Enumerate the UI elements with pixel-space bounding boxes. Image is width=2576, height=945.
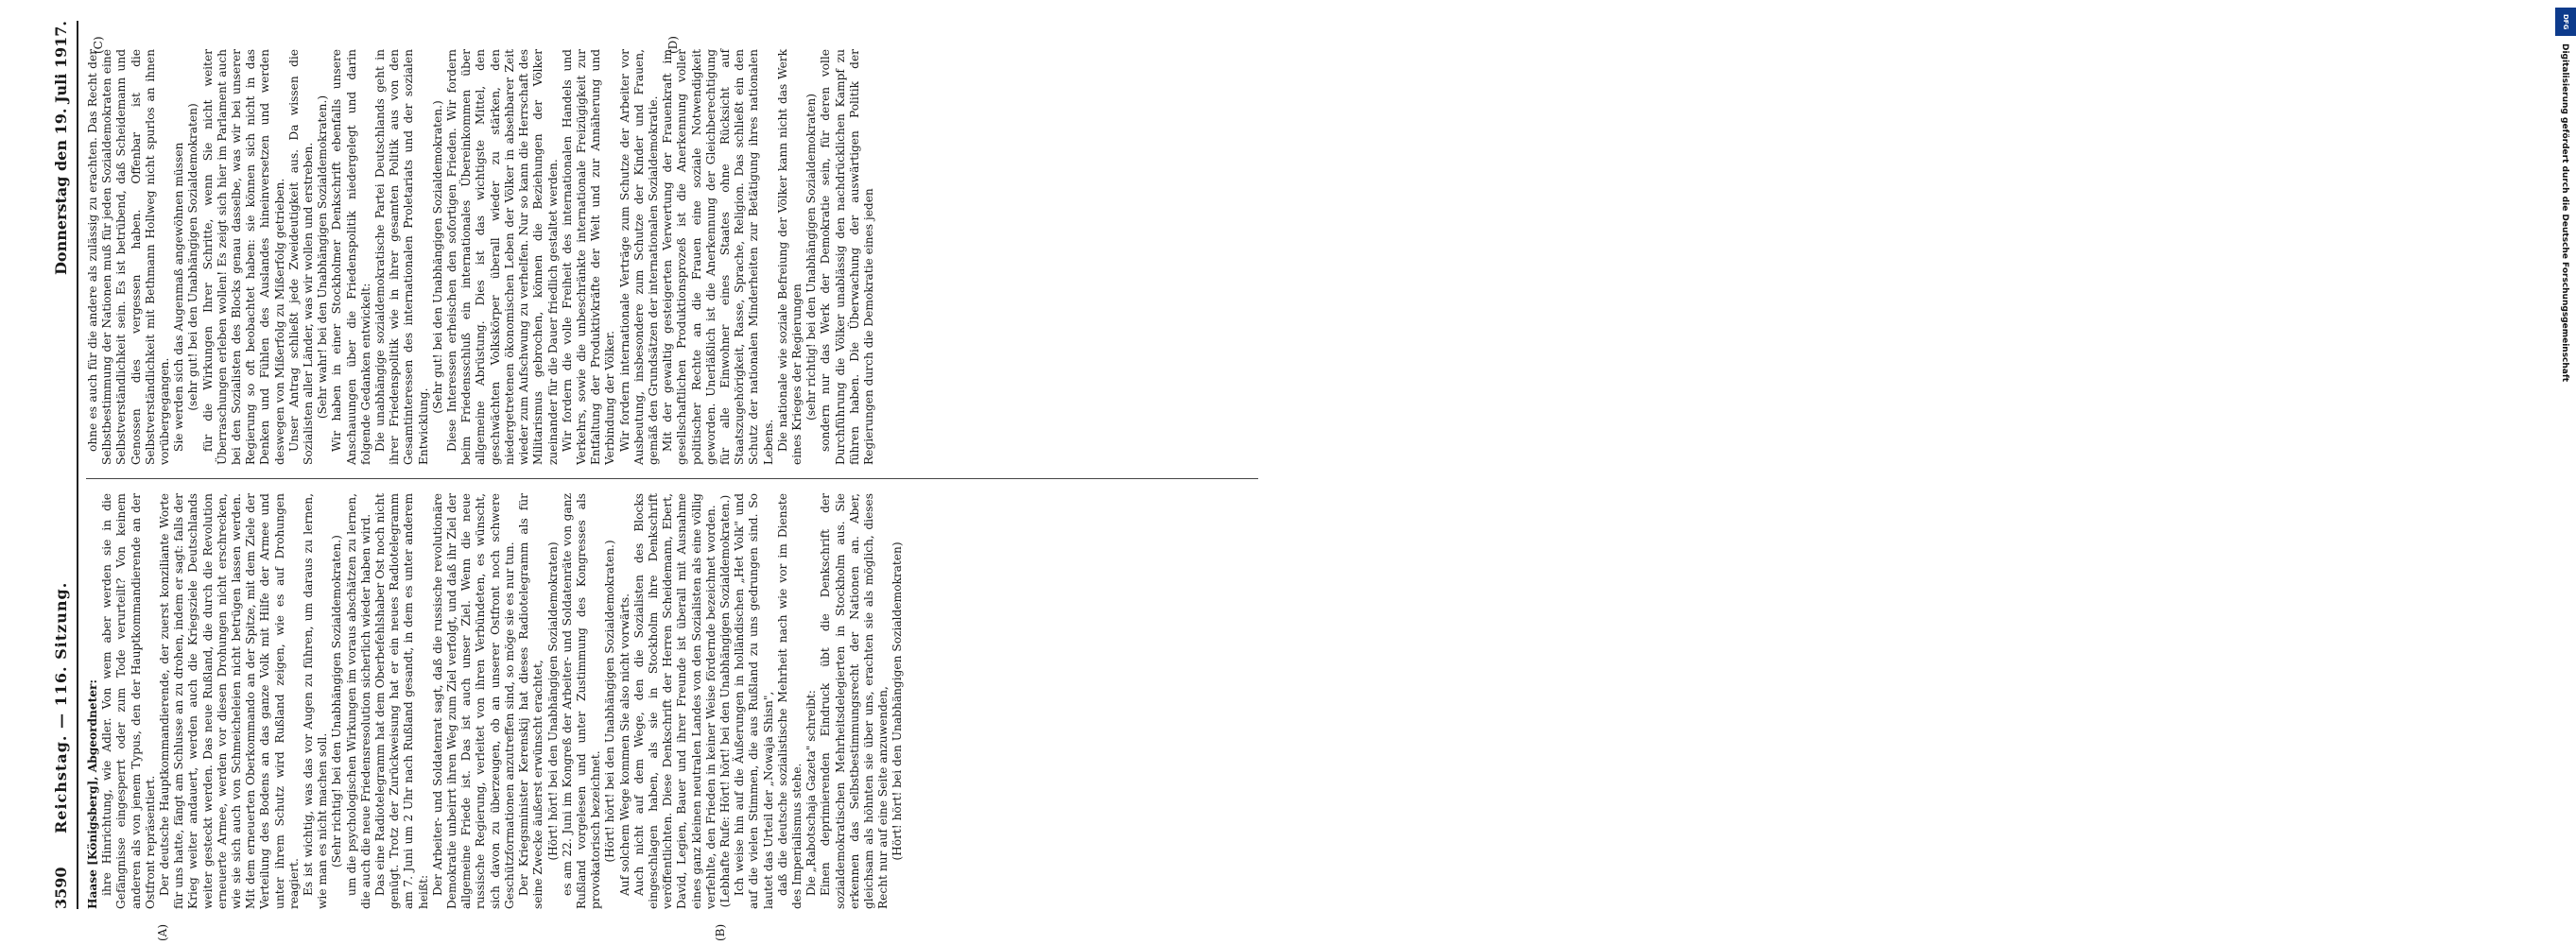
paragraph: Die „Rabotschaja Gazeta" schreibt:: [804, 690, 819, 896]
session-date: Donnerstag den 19. Juli 1917.: [52, 21, 70, 275]
rotated-page: [52, 21, 1271, 941]
paragraph: Der Kriegsminister Kerenskij hat dieses Radiotelegramm als für seine Zwecke äußerst erwünscht erachtet,: [517, 493, 545, 909]
digitization-strip: [1274, 0, 2569, 945]
paragraph: Wir fordern internationale Verträge zum Schutze der Arbeiter vor Ausbeutung, insbesondere zum Schutze der Kinder und Frauen, gemäß den Grundsätzen der internationalen Sozialdemokratie.: [617, 49, 660, 465]
paragraph: Das eine Radiotelegramm hat dem Oberbefehlshaber Ost noch nicht genügt. Trotz der Zurückweisung hat er ein neues Radiotelegramm am 7. Juni um 2 Uhr nach Rußland gesandt, in dem es unter anderem heißt:: [373, 493, 430, 909]
interjection: (Hört! hört! bei den Unabhängigen Sozialdemokraten): [890, 541, 905, 861]
interjection: (sehr gut! bei den Unabhängigen Sozialdemokraten): [186, 103, 200, 411]
page-number: 3590: [52, 867, 70, 909]
interjection: (Hört! hört! bei den Unabhängigen Sozialdemokraten.): [603, 540, 617, 863]
margin-marker-b: (B): [714, 923, 727, 941]
paragraph: um die psychologischen Wirkungen im voraus abschätzen zu lernen, die auch die neue Friedensresolution sicherlich wieder haben wird.: [344, 493, 372, 909]
margin-marker-a: (A): [156, 923, 169, 941]
paragraph: Diese Interessen erheischen den sofortigen Frieden. Wir fordern beim Friedensschluß ein internationales Übereinkommen über allgemeine Abrüstung. Dies ist das wichtigste Mittel, den geschwächten Volkskörper überall wieder zu stärken, den niedergetretenen ökonomischen Leben der Völker in absehbarer Zeit wieder zum Aufschwung zu verhelfen. Nur so kann die Herrschaft des Militarismus gebrochen, können die Beziehungen der Völker zueinander für die Dauer friedlich gestaltet werden.: [445, 49, 560, 465]
paragraph: Wir fordern die volle Freiheit des internationalen Handels und Verkehrs, sowie die unbeschränkte internationale Freizügigkeit zur Entfaltung der Produktivkräfte der Welt und zur Annäherung und Verbindung der Völker.: [560, 49, 617, 465]
paragraph: Wir haben in einer Stockholmer Denkschrift ebenfalls unsere Anschauungen über die Friedenspolitik niedergelegt und darin folgende Gedanken entwickelt:: [330, 49, 372, 465]
paragraph: sondern nur das Werk der Demokratie sein, für deren volle Durchführung die Völker unablässig den nachdrücklichen Kampf zu führen haben. Die Überwachung der auswärtigen Politik der Regierungen durch die Demokratie eines jeden: [819, 49, 875, 465]
session-title: Reichstag. — 116. Sitzung.: [52, 581, 70, 833]
interjection: (Hört! hört! bei den Unabhängigen Sozialdemokraten): [545, 541, 560, 861]
margin-marker-d: (D): [666, 36, 680, 54]
dfg-logo: DFG: [2555, 8, 2576, 36]
interjection: (Lebhafte Rufe: Hört! hört! bei den Unabhängigen Sozialdemokraten.): [717, 494, 732, 908]
right-column: [86, 49, 876, 465]
paragraph: Sie werden sich das Augenmaß angewöhnen müssen: [172, 142, 186, 452]
paragraph: Auch nicht auf dem Wege, den die Sozialisten des Blocks eingeschlagen haben, als sie in Stockholm ihre Denkschrift veröffentlichten. Diese Denkschrift der Herren Scheidemann, Ebert, David, Legien, Bauer und ihrer Freunde ist überall mit Ausnahme eines ganz kleinen neutralen Landes von den Sozialisten als eine völlig verfehlte, den Frieden in keiner Weise fördernde bezeichnet worden.: [631, 493, 717, 909]
paragraph: Einen deprimierenden Eindruck übt die Denkschrift der sozialdemokratischen Mehrheitsdelegierten in Stockholm aus. Sie erkennen das Selbstbestimmungsrecht der Nationen an. Aber, gleichsam als höhnten sie über uns, erachten sie als möglich, dieses Recht nur auf eine Seite anzuwenden,: [819, 493, 890, 909]
paragraph: Der Arbeiter- und Soldatenrat sagt, daß die russische revolutionäre Demokratie unbeirrt ihren Weg zum Ziel verfolgt, und daß ihr Ziel der allgemeine Friede ist. Das ist auch unser Ziel. Wenn die neue russische Regierung, verleitet von ihren Verbündeten, es wünscht, sich davon zu überzeugen, ob an unserer Ostfront noch schwere Geschützformationen anzutreffen sind, so möge sie es nur tun.: [430, 493, 516, 909]
paragraph: für die Wirkungen Ihrer Schritte, wenn Sie nicht weiter Überraschungen erleben wollen! Es zeigt sich hier im Parlament auch bei den Sozialisten des Blocks genau dasselbe, was wir bei unserer Regierung so oft beobachtet haben: sie können sich nicht in das Denken und Fühlen des Auslandes hineinversetzen und werden deswegen von Mißerfolg zu Mißerfolg getrieben.: [200, 49, 286, 465]
interjection: (Sehr richtig! bei den Unabhängigen Sozialdemokraten.): [330, 535, 344, 868]
speaker-heading: Haase [Königsberg], Abgeordneter:: [86, 679, 99, 909]
paragraph: Auf solchem Wege kommen Sie also nicht vorwärts.: [617, 593, 631, 896]
header-rule: [77, 21, 78, 909]
paragraph: Es ist wichtig, was das vor Augen zu führen, um daraus zu lernen, wie man es nicht machen soll.: [302, 493, 330, 909]
paragraph: ohne es auch für die andere als zulässig zu erachten. Das Recht der Selbstbestimmung der Nationen muß für jeden Sozialdemokraten eine Selbstverständlichkeit sein. Es ist betrübend, daß Scheidemann und Genossen dies vergessen haben. Offenbar ist die Selbstverständlichkeit mit Bethmann Hollweg nicht spurlos an ihnen vorübergegangen.: [86, 49, 172, 465]
left-column: [86, 493, 906, 909]
paragraph: daß die deutsche sozialistische Mehrheit nach wie vor im Dienste des Imperialismus stehe.: [775, 493, 804, 909]
paragraph: Die unabhängige sozialdemokratische Partei Deutschlands geht in ihrer Friedenspolitik wie in ihrer gesamten Politik aus von den Gesamtinteressen des internationalen Proletariats und der sozialen Entwicklung.: [373, 49, 430, 465]
digitization-credit: Digitalisierung gefördert durch die Deutsche Forschungsgemeinschaft: [2560, 43, 2569, 383]
paragraph: Unser Antrag schließt jede Zweideutigkeit aus. Da wissen die Sozialisten aller Länder, was wir wollen und erstreben.: [286, 49, 316, 465]
margin-marker-c: (C): [92, 36, 105, 54]
interjection: (Sehr wahr! bei den Unabhängigen Sozialdemokraten.): [316, 94, 330, 420]
interjection: (sehr richtig! bei den Unabhängigen Sozialdemokraten): [804, 94, 819, 421]
paragraph: Die nationale wie soziale Befreiung der Völker kann nicht das Werk eines Krieges der Regierungen: [775, 49, 804, 465]
paragraph: es am 22. Juni im Kongreß der Arbeiter- und Soldatenräte von ganz Rußland vorgelesen und unter Zustimmung des Kongresses als provokatorisch bezeichnet.: [560, 493, 603, 909]
paragraph: Mit der gewaltig gesteigerten Verwertung der Frauenkraft im gesellschaftlichen Produktionsprozeß ist die Anerkennung voller politischer Rechte an die Frauen eine soziale Notwendigkeit geworden. Unerläßlich ist die Anerkennung der Gleichberechtigung für alle Einwohner eines Staates ohne Rücksicht auf Staatszugehörigkeit, Rasse, Sprache, Religion. Das schließt ein den Schutz der nationalen Minderheiten zur Betätigung ihres nationalen Lebens.: [661, 49, 775, 465]
page-header: [52, 21, 90, 909]
paragraph: Ich weise hin auf die Äußerungen in holländischen „Het Volk" und auf die vielen Stimmen, die aus Rußland zu uns gedrungen sind. So lautet das Urteil der „Nowaja Shisn",: [733, 493, 775, 909]
paragraph: Der deutsche Hauptkommandierende, der zuerst konziliante Worte für uns hatte, fängt am Schlusse an zu drohen, indem er sagt: falls der Krieg weiter andauert, werden auch die Kriegsziele Deutschlands weiter gesteckt werden. Das neue Rußland, die durch die Revolution erneuerte Armee, werden vor diesen Drohungen nicht erschrecken, wie sie sich auch von Schmeicheleien nicht betrügen lassen werden. Mit dem erneuerten Oberkommando an der Spitze, mit dem Ziele der Verteilung des Bodens an das ganze Volk mit Hilfe der Armee und unter ihrem Schutz wird Rußland zeigen, wie es auf Drohungen reagiert.: [158, 493, 301, 909]
interjection: (Sehr gut! bei den Unabhängigen Sozialdemokraten.): [430, 100, 444, 414]
column-divider: [86, 478, 1258, 479]
paragraph: ihre Hinrichtung, wie Adler. Von wem aber werden sie in die Gefängnisse eingesperrt oder zum Tode verurteilt? Von keinem anderen als von jenem Typus, den der Hauptkommandierende an der Ostfront repräsentiert.: [100, 493, 157, 909]
